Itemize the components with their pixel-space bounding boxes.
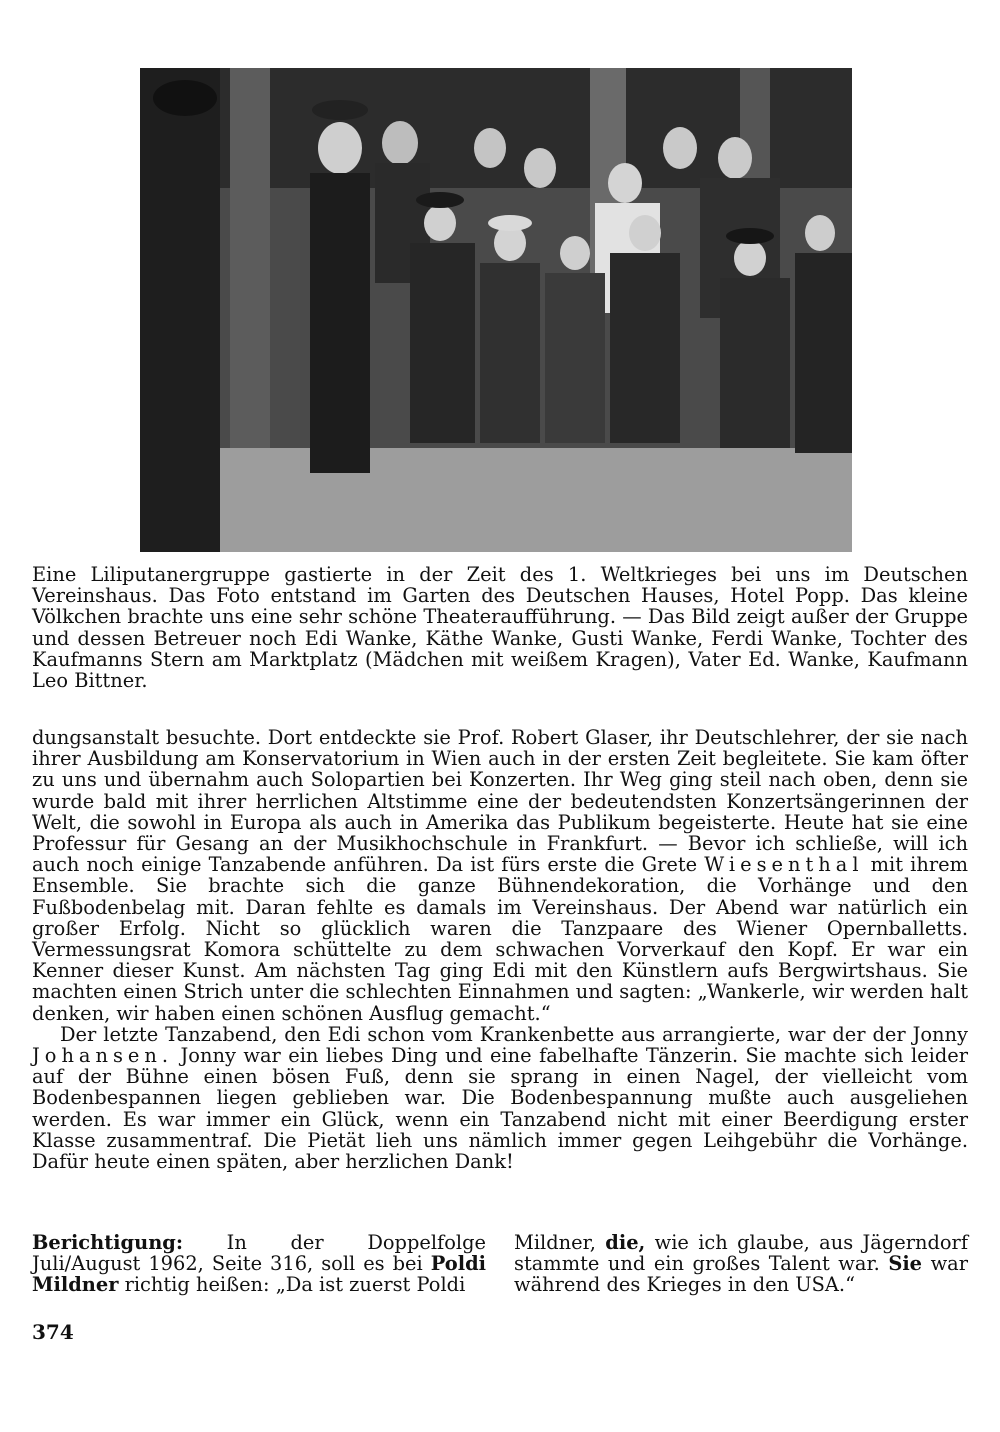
correction-text-b: richtig heißen: „Da ist zuerst Poldi xyxy=(118,1273,466,1297)
paragraph-1-text-a: dungsanstalt besuchte. Dort entdeckte sie Prof. Robert Glaser, ihr Deutschlehrer, der sie nach ihrer Ausbildung am Konservatorium in Wien auch in der ersten Zeit begleitete. Sie kam öfter zu uns und übernahm auch Solopartien bei Konzerten. Ihr Weg ging steil nach oben, denn sie wurde bald mit ihrer herrlichen Altstimme eine der bedeutendsten Konzertsängerinnen der Welt, die sowohl in Europa als auch in Amerika das Publikum begeisterte. Heute hat sie eine Professur für Gesang an der Musikhochschule in Frankfurt. — Bevor ich schließe, will ich auch noch einige Tanzabende anführen. Da ist fürs erste die Grete xyxy=(32,726,968,877)
correction-word-die: die, xyxy=(605,1231,646,1254)
correction-word-sie: Sie xyxy=(888,1252,923,1276)
paragraph-2-text-b: Jonny war ein liebes Ding und eine fabelhafte Tänzerin. Sie machte sich leider auf der Bühne einen bösen Fuß, denn sie sprang in einen Nagel, der vielleicht vom Bodenbespannen liegen geblieben war. Die Bodenbespannung mußte auch ausgeliehen werden. Es war immer ein Glück, wenn ein Tanzabend nicht mit einer Beerdigung erster Klasse zusammentraf. Die Pietät lieh uns nämlich immer gegen Leihgebühr die Vorhänge. Dafür heute einen späten, aber herzlichen Dank! xyxy=(32,1044,968,1174)
correction-text-c: Mildner, xyxy=(514,1231,606,1254)
correction-text-e: war während des Krieges in den USA.“ xyxy=(514,1252,969,1297)
photo-caption: Eine Liliputanergruppe gastierte in der Zeit des 1. Weltkrieges bei uns im Deutschen Vereinshaus. Das Foto entstand im Garten des Deutschen Hauses, Hotel Popp. Das kleine Völkchen brachte uns eine sehr schöne Theateraufführung. — Das Bild zeigt außer der Gruppe und dessen Betreuer noch Edi Wanke, Käthe Wanke, Gusti Wanke, Ferdi Wanke, Tochter des Kaufmanns Stern am Marktplatz (Mädchen mit weißem Kragen), Vater Ed. Wanke, Kaufmann Leo Bittner. xyxy=(32,563,968,693)
paragraph-2-text-a: Der letzte Tanzabend, den Edi schon vom Krankenbette aus arrangierte, war der der Jonny xyxy=(60,1022,968,1046)
correction-text-a: In der Doppelfolge Juli/August 1962, Seite 316, soll es bei xyxy=(32,1231,486,1276)
paragraph-2 xyxy=(32,1024,968,1172)
photo-silhouettes xyxy=(140,68,852,552)
correction-name: Poldi Mildner xyxy=(32,1252,486,1297)
correction-column-right xyxy=(514,1232,968,1296)
correction-text-d: wie ich glaube, aus Jägerndorf stammte und ein großes Talent war. xyxy=(514,1231,969,1276)
name-wiesenthal: Wiesenthal xyxy=(704,853,864,877)
correction-column-left xyxy=(32,1232,486,1296)
article-body xyxy=(32,727,968,1172)
group-photo xyxy=(140,68,852,552)
name-johansen: Johansen. xyxy=(32,1044,174,1068)
paragraph-1-text-b: mit ihrem Ensemble. Sie brachte sich die ganze Bühnendekoration, die Vorhänge und den Fußbodenbelag mit. Daran fehlte es damals im Vereinshaus. Der Abend war natürlich ein großer Erfolg. Nicht so glücklich waren die Tanzpaare des Wiener Opernballetts. Vermessungsrat Komora schüttelte zu dem schwachen Vorverkauf den Kopf. Er war ein Kenner dieser Kunst. Am nächsten Tag ging Edi mit den Künstlern aufs Bergwirtshaus. Sie machten einen Strich unter die schlechten Einnahmen und sagten: „Wankerle, wir werden halt denken, wir haben einen schönen Ausflug gemacht.“ xyxy=(32,853,969,1025)
page-number: 374 xyxy=(32,1320,74,1344)
paragraph-1 xyxy=(32,727,968,1024)
correction-label: Berichtigung: xyxy=(32,1231,184,1254)
